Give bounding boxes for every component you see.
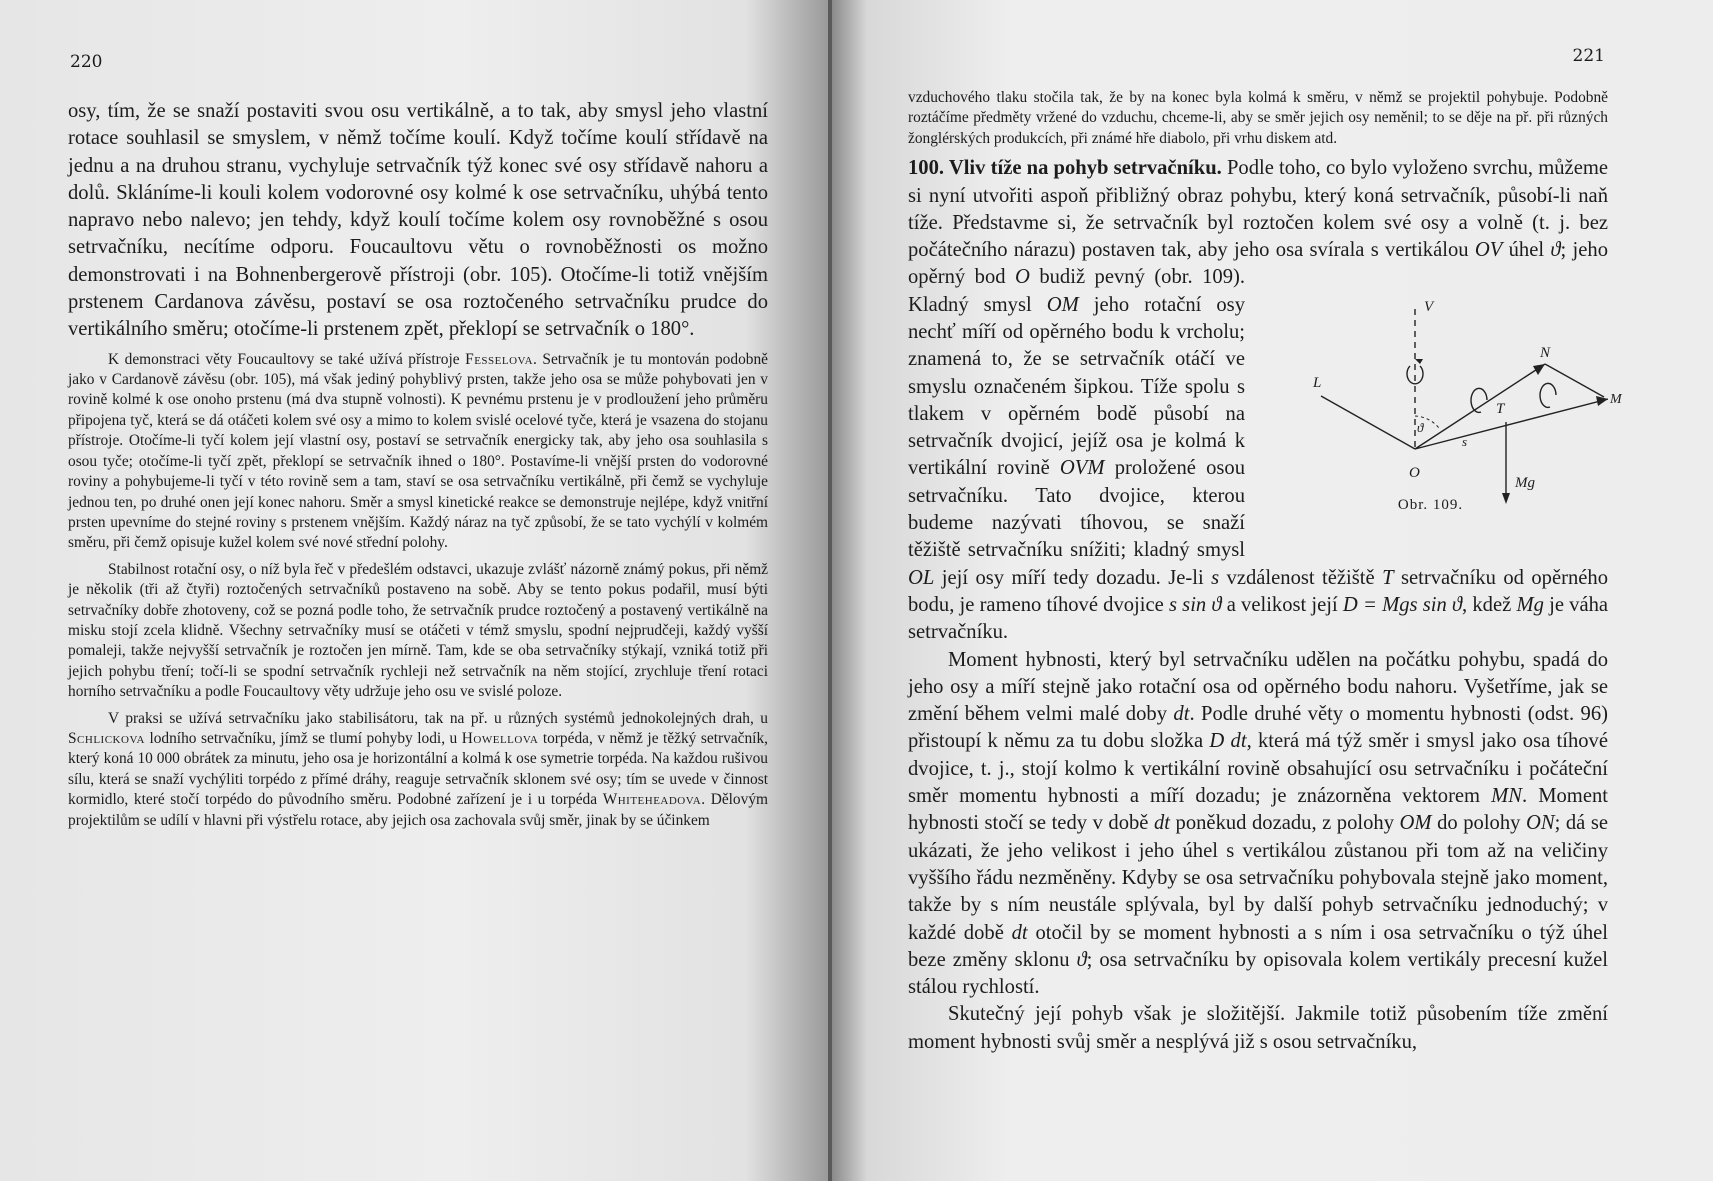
label-V: V — [1424, 299, 1434, 316]
page-number-right: 221 — [1572, 46, 1605, 66]
page-number-left: 220 — [70, 52, 103, 72]
label-O: O — [1409, 465, 1420, 482]
label-N: N — [1540, 345, 1551, 362]
right-text-column — [908, 88, 1622, 1056]
section-heading: 100. Vliv tíže na pohyb setrvačníku. — [908, 157, 1222, 180]
label-Mg: Mg — [1515, 475, 1535, 492]
left-small-paragraph-1: K demonstraci věty Foucaultovy se také užívá přístroje Fesselova. Setrvačník je tu montován podobně jako v Cardanově závěsu (obr. 105), má však jediný pohyblivý prsten, takže jeho osa se může pohybovati jen v rovině kolmé k ose onoho prstenu (má dva stupně volnosti). K pevnému prstenu je v prodloužení jeho průměru připojena tyč, která se dá otáčeti kolem své osy a mimo to kolem svislé ocelové tyče, která je vsazena do stojanu přístroje. Otočíme-li tyčí kolem její vlastní osy, postaví se setrvačník energicky tak, aby jeho osa souhlasila s osou tyče; otočíme-li tyčí zpět, překlopí se setrvačník ihned o 180°. Postavíme-li vnější prsten do vodorovné roviny a pohybujeme-li tyčí v této rovině sem a tam, staví se osa setrvačníku vertikálně, při čemž se vychyluje jednou ten, po druhé onen její konec nahoru. Směr a smysl kinetické reakce se demonstruje nejlépe, když vnitřní prsten upevníme do stejné roviny s prstenem vnějším. Každý náraz na tyč způsobí, že se tato vychýlí v kolmém směru, při čemž opisuje kužel kolem své nové střední polohy. — [68, 350, 768, 552]
right-page — [832, 0, 1713, 1181]
name-whiteheadova: Whiteheadova — [602, 791, 702, 809]
section-100-paragraph-3: Skutečný její pohyb však je složitější. Jakmile totiž působením tíže změní moment hybnosti svůj směr a nesplývá již s osou setrvačníku, — [908, 1003, 1608, 1053]
label-theta: ϑ — [1417, 420, 1424, 436]
label-T: T — [1496, 401, 1505, 418]
section-100-paragraph-1: 100. Vliv tíže na pohyb setrvačníku. Podle toho, co bylo vyloženo svrchu, můžeme si nyní utvořiti aspoň přibližný obraz pohybu, který koná setrvačník, působí-li naň tíže. Představme si, že setrvačník byl roztočen kolem své osy a volně (t. j. bez počátečního nárazu) postaven tak, aby jeho osa svírala s vertikálou OV úhel ϑ; jeho opěrný bod O V N M L T O ϑ s Mg Obr. 109. budiž pevný (obr. 109). Kladný smysl OM jeho rotační osy nechť míří od opěrného bodu k vrcholu; znamená to, že se setrvačník otáčí ve smyslu označeném šipkou. Tíže spolu s tlakem v opěrném bodě působí na setrvačník dvojicí, jejíž osa je kolmá k vertikální rovině OVM proložené osou setrvačníku. Tato dvojice, kterou budeme nazývati tíhovou, se snaží těžiště setrvačníku snížiti; kladný smysl OL její osy míří tedy dozadu. Je-li s vzdálenost těžiště T setrvačníku od opěrného bodu, je rameno tíhové dvojice s sin ϑ a velikost její D = Mgs sin ϑ, kdež Mg je váha setrvačníku. — [908, 157, 1622, 644]
left-paragraph-1: osy, tím, že se snaží postaviti svou osu vertikálně, a to tak, aby smysl jeho vlastní rotace souhlasil se smyslem, v němž točíme koulí. Když točíme koulí střídavě na jednu a na druhou stranu, vychyluje setrvačník týž konec své osy střídavě nahoru a dolů. Skláníme-li kouli kolem vodorovné osy kolmé k ose setrvačníku, uhýbá tento napravo nebo nalevo; jen tehdy, když koulí točíme kolem osy rovnoběžné s osou setrvačníku, necítíme odporu. Foucaultovu větu o rovnoběžnosti os možno demonstrovati i na Bohnenbergerově přístroji (obr. 105). Otočíme-li totiž vnějším prstenem Cardanova závěsu, postaví se osa roztočeného setrvačníku prudce do vertikálního směru; otočíme-li prstenem zpět, překlopí se setrvačník o 180°. — [68, 100, 768, 341]
section-100-paragraph-2: Moment hybnosti, který byl setrvačníku udělen na počátku pohybu, spadá do jeho osy a míří stejně jako rotační osa od opěrného bodu nahoru. Vyšetříme, jak se změní během velmi malé doby dt. Podle druhé věty o momentu hybnosti (odst. 96) přistoupí k němu za tu dobu složka D dt, která má týž směr i smysl jako osa tíhové dvojice, t. j., stojí kolmo k vertikální rovině obsahující osu setrvačníku i počáteční směr momentu hybnosti a míří dozadu; je znázorněna vektorem MN. Moment hybnosti stočí se tedy v době dt poněkud dozadu, z polohy OM do polohy ON; dá se ukázati, že jeho velikost i jeho úhel s vertikálou zůstanou při tom až na veličiny vyššího řádu nezměněny. Kdyby se osa setrvačníku pohybovala stejně jako moment, takže by s ním neustále splývala, byl by další pohyb setrvačníku jednoduchý; v každé době dt otočil by se moment hybnosti a s ním i osa setrvačníku o týž úhel beze změny sklonu ϑ; osa setrvačníku by opisovala kolem vertikály precesní kužel stálou rychlostí. — [908, 648, 1609, 999]
label-L: L — [1313, 375, 1322, 392]
right-small-intro: vzduchového tlaku stočila tak, že by na konec byla kolmá k směru, v němž se projektil pohybuje. Podobně roztáčíme předměty vržené do vzduchu, chceme-li, aby se směr jejich osy neměnil; to se děje na př. při různých žonglérských produkcích, při známé hře diabolo, při vrhu diskem atd. — [908, 89, 1608, 147]
name-schlickova: Schlickova — [68, 729, 145, 747]
left-small-paragraph-2: Stabilnost rotační osy, o níž byla řeč v předešlém odstavci, ukazuje zvlášť názorně známý pokus, při němž je několik (tři až čtyři) roztočených setrvačníků postaveno na sobě. Aby se tento pokus podařil, musí býti setrvačníky dobře zhotoveny, což se pozná podle toho, že setrvačník prudce roztočený a postavený vertikálně na misku stojí zcela klidně. Všechny setrvačníky musí se otáčeti v témž smyslu, spodní nejprudčeji, každý vyšší pomaleji, takže nejvyšší setrvačník je roztočen jen mírně. Tam, kde se oba setrvačníky stýkají, vzniká totiž při jejich pohybu tření; točí-li se spodní setrvačník rychleji než setrvačník na něm stojící, zrychluje tření rotaci horního setrvačníku a podle Foucaultovy věty udržuje jeho osu ve svislé poloze. — [68, 560, 768, 701]
figure-109 — [1253, 264, 1622, 546]
name-howellova: Howellova — [461, 729, 539, 747]
figure-caption: Obr. 109. — [1397, 497, 1464, 514]
label-s: s — [1462, 434, 1468, 450]
left-small-paragraph-3: V praksi se užívá setrvačníku jako stabilisátoru, tak na př. u různých systémů jednokolejných drah, u Schlickova lodního setrvačníku, jímž se tlumí pohyby lodi, u Howellova torpéda, v němž je těžký setrvačník, který koná 10 000 obrátek za minutu, jeho osa je horizontální a kolmá k ose symetrie torpéda. Na každou rušivou sílu, která se snaží vychýliti torpédo z přímé dráhy, reaguje setrvačník sklonem své osy; tím se uvede v činnost kormidlo, které stočí torpédo do původního směru. Podobné zařízení je i u torpéda Whiteheadova. Dělovým projektilům se udílí v hlavni při výstřelu rotace, aby jejich osa zachovala svůj směr, jinak by se účinkem — [68, 709, 768, 829]
name-fesselova: Fesselova — [465, 350, 534, 368]
label-M: M — [1610, 392, 1622, 408]
left-page — [0, 0, 828, 1181]
left-text-column — [68, 98, 768, 831]
